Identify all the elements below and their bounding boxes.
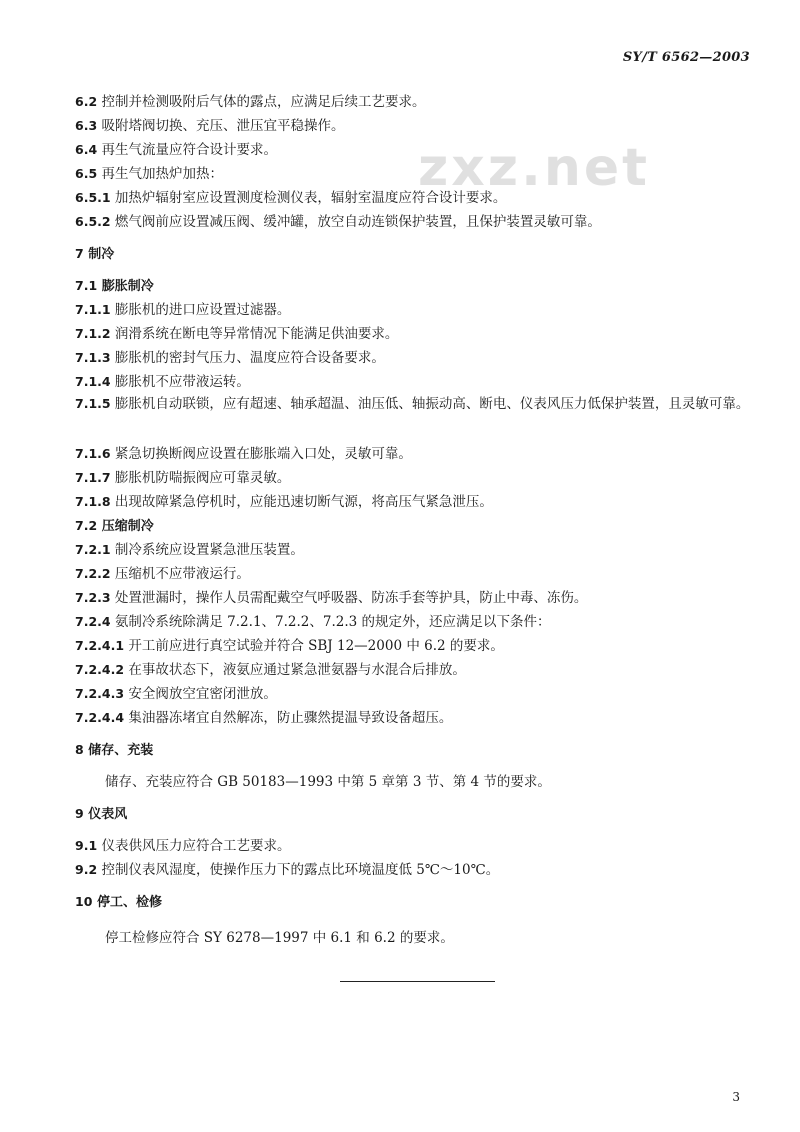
section-7-heading: 7 制冷 [75, 246, 115, 262]
clause-6-5-1 [75, 187, 760, 209]
clause-7-2-4: 7.2.4 氨制冷系统除满足 7.2.1、7.2.2、7.2.3 的规定外，还应满足以下条件： [75, 614, 551, 630]
section-9-heading: 9 仪表风 [75, 806, 128, 822]
clause-text: 集油器冻堵宜自然解冻，防止骤然提温导致设备超压。 [128, 710, 453, 726]
section-title: 储存、充装 [88, 743, 154, 758]
section-title: 膨胀制冷 [101, 279, 154, 294]
clause-number: 6.3 [75, 118, 98, 133]
section-10-heading: 10 停工、检修 [75, 894, 162, 910]
clause-text: 膨胀机的密封气压力、温度应符合设备要求。 [114, 350, 385, 366]
clause-text: 控制仪表风湿度，使操作压力下的露点比环境温度低 5℃～10℃。 [101, 862, 500, 878]
clause-number: 6.5 [75, 166, 98, 181]
clause-7-2-2: 7.2.2 压缩机不应带液运行。 [75, 566, 250, 582]
clause-6-4 [75, 139, 760, 161]
clause-text: 制冷系统应设置紧急泄压装置。 [114, 542, 304, 558]
end-rule [340, 981, 495, 982]
clause-9-1: 9.1 仪表供风压力应符合工艺要求。 [75, 838, 291, 854]
paragraph-text: 储存、充装应符合 GB 50183—1993 中第 5 章第 3 节、第 4 节的要求。 [105, 774, 551, 790]
clause-number: 6.5.2 [75, 214, 111, 229]
clause-7-1-7: 7.1.7 膨胀机防喘振阀应可靠灵敏。 [75, 470, 291, 486]
clause-text: 再生气加热炉加热： [101, 166, 223, 182]
clause-number: 6.4 [75, 142, 98, 157]
clause-text: 燃气阀前应设置减压阀、缓冲罐，放空自动连锁保护装置，且保护装置灵敏可靠。 [114, 214, 601, 230]
clause-7-2-1: 7.2.1 制冷系统应设置紧急泄压装置。 [75, 542, 304, 558]
clause-text: 氨制冷系统除满足 7.2.1、7.2.2、7.2.3 的规定外，还应满足以下条件： [114, 614, 551, 630]
clause-7-1-6: 7.1.6 紧急切换断阀应设置在膨胀端入口处，灵敏可靠。 [75, 446, 412, 462]
section-title: 制冷 [88, 247, 115, 262]
clause-text: 仪表供风压力应符合工艺要求。 [101, 838, 291, 854]
clause-text: 控制并检测吸附后气体的露点，应满足后续工艺要求。 [101, 94, 426, 110]
clause-text: 处置泄漏时，操作人员需配戴空气呼吸器、防冻手套等护具，防止中毒、冻伤。 [114, 590, 588, 606]
clause-7-2-3: 7.2.3 处置泄漏时，操作人员需配戴空气呼吸器、防冻手套等护具，防止中毒、冻伤。 [75, 590, 588, 606]
clause-6-5-2 [75, 211, 760, 233]
section-8-body [105, 771, 760, 793]
clause-7-1-4: 7.1.4 膨胀机不应带液运转。 [75, 374, 250, 390]
clause-text: 加热炉辐射室应设置测度检测仪表，辐射室温度应符合设计要求。 [114, 190, 507, 206]
clause-text: 润滑系统在断电等异常情况下能满足供油要求。 [114, 326, 399, 342]
clause-7-1-1: 7.1.1 膨胀机的进口应设置过滤器。 [75, 302, 291, 318]
clause-text: 紧急切换断阀应设置在膨胀端入口处，灵敏可靠。 [114, 446, 412, 462]
clause-7-2-4-2: 7.2.4.2 在事故状态下，液氨应通过紧急泄氨器与水混合后排放。 [75, 662, 466, 678]
clause-7-2-4-3: 7.2.4.3 安全阀放空宜密闭泄放。 [75, 686, 277, 702]
clause-text: 吸附塔阀切换、充压、泄压宜平稳操作。 [101, 118, 345, 134]
section-title: 停工、检修 [96, 895, 162, 910]
clause-6-3 [75, 115, 760, 137]
clause-7-1-5: 7.1.5 膨胀机自动联锁，应有超速、轴承超温、油压低、轴振动高、断电、仪表风压力低保护装置，且灵敏可靠。 [75, 396, 750, 412]
clause-7-1-3: 7.1.3 膨胀机的密封气压力、温度应符合设备要求。 [75, 350, 385, 366]
clause-7-2-4-4: 7.2.4.4 集油器冻堵宜自然解冻，防止骤然提温导致设备超压。 [75, 710, 453, 726]
section-title: 压缩制冷 [101, 519, 154, 534]
clause-7-2-heading: 7.2 压缩制冷 [75, 518, 154, 534]
watermark: zxz.net [418, 138, 650, 198]
standard-code: SY/T 6562—2003 [622, 50, 750, 65]
clause-7-2-4-1: 7.2.4.1 开工前应进行真空试验并符合 SBJ 12—2000 中 6.2 的要求。 [75, 638, 504, 654]
paragraph-text: 停工检修应符合 SY 6278—1997 中 6.1 和 6.2 的要求。 [105, 930, 454, 946]
clause-text: 膨胀机不应带液运转。 [114, 374, 250, 390]
clause-text: 再生气流量应符合设计要求。 [101, 142, 277, 158]
clause-9-2: 9.2 控制仪表风湿度，使操作压力下的露点比环境温度低 5℃～10℃。 [75, 862, 500, 878]
clause-text: 在事故状态下，液氨应通过紧急泄氨器与水混合后排放。 [128, 662, 466, 678]
clause-text: 安全阀放空宜密闭泄放。 [128, 686, 277, 702]
page-number: 3 [732, 1090, 740, 1104]
clause-7-1-2: 7.1.2 润滑系统在断电等异常情况下能满足供油要求。 [75, 326, 399, 342]
section-10-body [105, 927, 760, 949]
clause-text: 膨胀机的进口应设置过滤器。 [114, 302, 291, 318]
clause-number: 6.2 [75, 94, 98, 109]
clause-text: 出现故障紧急停机时，应能迅速切断气源，将高压气紧急泄压。 [114, 494, 493, 510]
clause-7-1-8: 7.1.8 出现故障紧急停机时，应能迅速切断气源，将高压气紧急泄压。 [75, 494, 493, 510]
clause-text: 压缩机不应带液运行。 [114, 566, 250, 582]
clause-number: 6.5.1 [75, 190, 111, 205]
clause-text: 膨胀机防喘振阀应可靠灵敏。 [114, 470, 291, 486]
clause-7-1-heading: 7.1 膨胀制冷 [75, 278, 154, 294]
section-8-heading: 8 储存、充装 [75, 742, 154, 758]
clause-text: 开工前应进行真空试验并符合 SBJ 12—2000 中 6.2 的要求。 [128, 638, 504, 654]
section-title: 仪表风 [88, 807, 128, 822]
clause-text: 膨胀机自动联锁，应有超速、轴承超温、油压低、轴振动高、断电、仪表风压力低保护装置，且灵敏可靠。 [114, 396, 750, 412]
clause-6-5 [75, 163, 760, 185]
clause-6-2 [75, 91, 760, 113]
